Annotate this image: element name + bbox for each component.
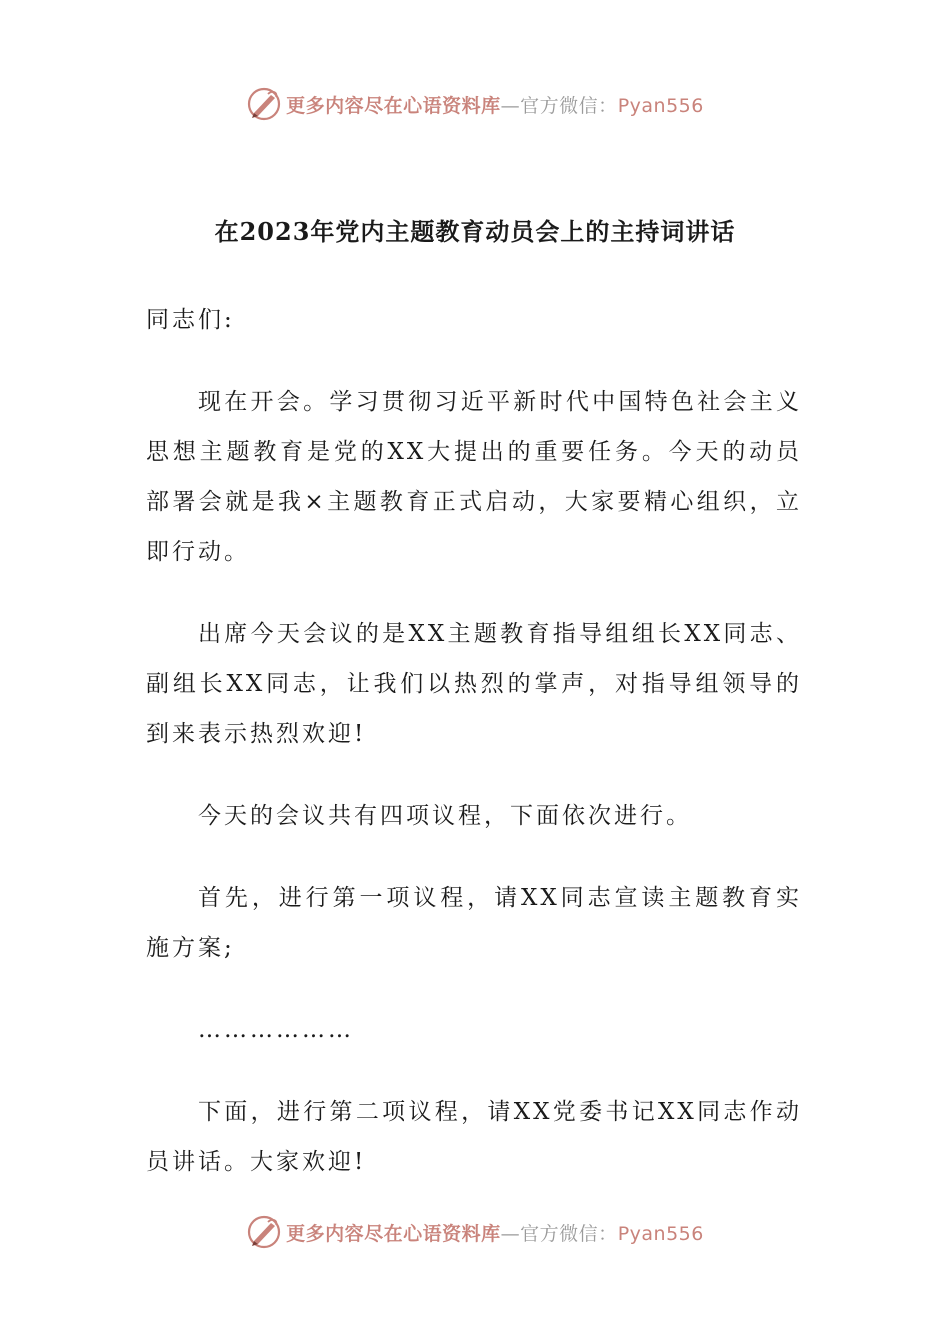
watermark-contact-id: Pyan556 [617, 1222, 704, 1245]
watermark-separator: — [500, 94, 521, 117]
document-body [146, 295, 802, 1219]
ellipsis-line: ……………… [198, 1017, 354, 1043]
watermark-separator: — [500, 1222, 521, 1245]
watermark-text [286, 1219, 704, 1246]
document-title: 在2023年党内主题教育动员会上的主持词讲话 [214, 217, 736, 246]
footer-watermark [0, 1210, 950, 1254]
watermark-contact-label: 官方微信： [520, 1222, 618, 1245]
watermark-contact-id: Pyan556 [617, 94, 704, 117]
pen-logo-icon [246, 1214, 282, 1250]
paragraph: 现在开会。学习贯彻习近平新时代中国特色社会主义思想主题教育是党的XX大提出的重要任务。今天的动员部署会就是我×主题教育正式启动，大家要精心组织，立即行动。 [146, 389, 802, 565]
paragraph: 出席今天会议的是XX主题教育指导组组长XX同志、副组长XX同志，让我们以热烈的掌声，对指导组领导的到来表示热烈欢迎! [146, 621, 802, 747]
pen-logo-icon [246, 86, 282, 122]
paragraph: 今天的会议共有四项议程，下面依次进行。 [198, 803, 692, 829]
watermark-main: 更多内容尽在心语资料库 [286, 94, 501, 117]
watermark-main: 更多内容尽在心语资料库 [286, 1222, 501, 1245]
greeting: 同志们: [146, 307, 235, 333]
paragraph: 首先，进行第一项议程，请XX同志宣读主题教育实施方案; [146, 885, 802, 961]
watermark-contact-label: 官方微信： [520, 94, 618, 117]
watermark-text [286, 91, 704, 118]
header-watermark [0, 82, 950, 126]
paragraph: 下面，进行第二项议程，请XX党委书记XX同志作动员讲话。大家欢迎! [146, 1099, 802, 1175]
